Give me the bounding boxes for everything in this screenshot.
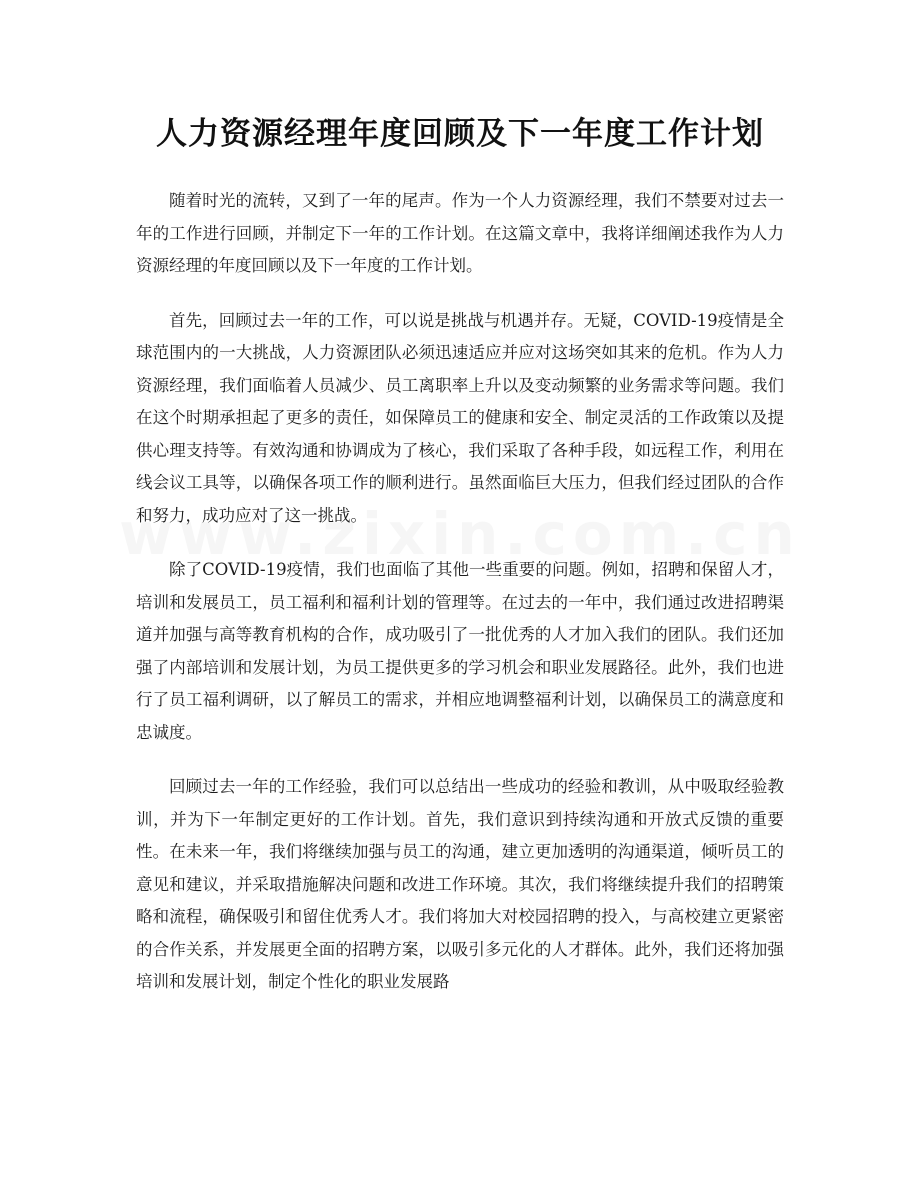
document-body [136,185,784,1021]
paragraph: 除了COVID-19疫情，我们也面临了其他一些重要的问题。例如，招聘和保留人才，培训和发展员工，员工福利和福利计划的管理等。在过去的一年中，我们通过改进招聘渠道并加强与高等教育机构的合作，成功吸引了一批优秀的人才加入我们的团队。我们还加强了内部培训和发展计划，为员工提供更多的学习机会和职业发展路径。此外，我们也进行了员工福利调研，以了解员工的需求，并相应地调整福利计划，以确保员工的满意度和忠诚度。 [136,560,784,742]
document-title: 人力资源经理年度回顾及下一年度工作计划 [156,116,764,152]
paragraph: 回顾过去一年的工作经验，我们可以总结出一些成功的经验和教训，从中吸取经验教训，并为下一年制定更好的工作计划。首先，我们意识到持续沟通和开放式反馈的重要性。在未来一年，我们将继续加强与员工的沟通，建立更加透明的沟通渠道，倾听员工的意见和建议，并采取措施解决问题和改进工作环境。其次，我们将继续提升我们的招聘策略和流程，确保吸引和留住优秀人才。我们将加大对校园招聘的投入，与高校建立更紧密的合作关系，并发展更全面的招聘方案，以吸引多元化的人才群体。此外，我们还将加强培训和发展计划，制定个性化的职业发展路 [136,777,784,991]
paragraph: 随着时光的流转，又到了一年的尾声。作为一个人力资源经理，我们不禁要对过去一年的工作进行回顾，并制定下一年的工作计划。在这篇文章中，我将详细阐述我作为人力资源经理的年度回顾以及下一年度的工作计划。 [136,191,784,275]
paragraph: 首先，回顾过去一年的工作，可以说是挑战与机遇并存。无疑，COVID-19疫情是全球范围内的一大挑战，人力资源团队必须迅速适应并应对这场突如其来的危机。作为人力资源经理，我们面临着人员减少、员工离职率上升以及变动频繁的业务需求等问题。我们在这个时期承担起了更多的责任，如保障员工的健康和安全、制定灵活的工作政策以及提供心理支持等。有效沟通和协调成为了核心，我们采取了各种手段，如远程工作，利用在线会议工具等，以确保各项工作的顺利进行。虽然面临巨大压力，但我们经过团队的合作和努力，成功应对了这一挑战。 [136,310,784,525]
